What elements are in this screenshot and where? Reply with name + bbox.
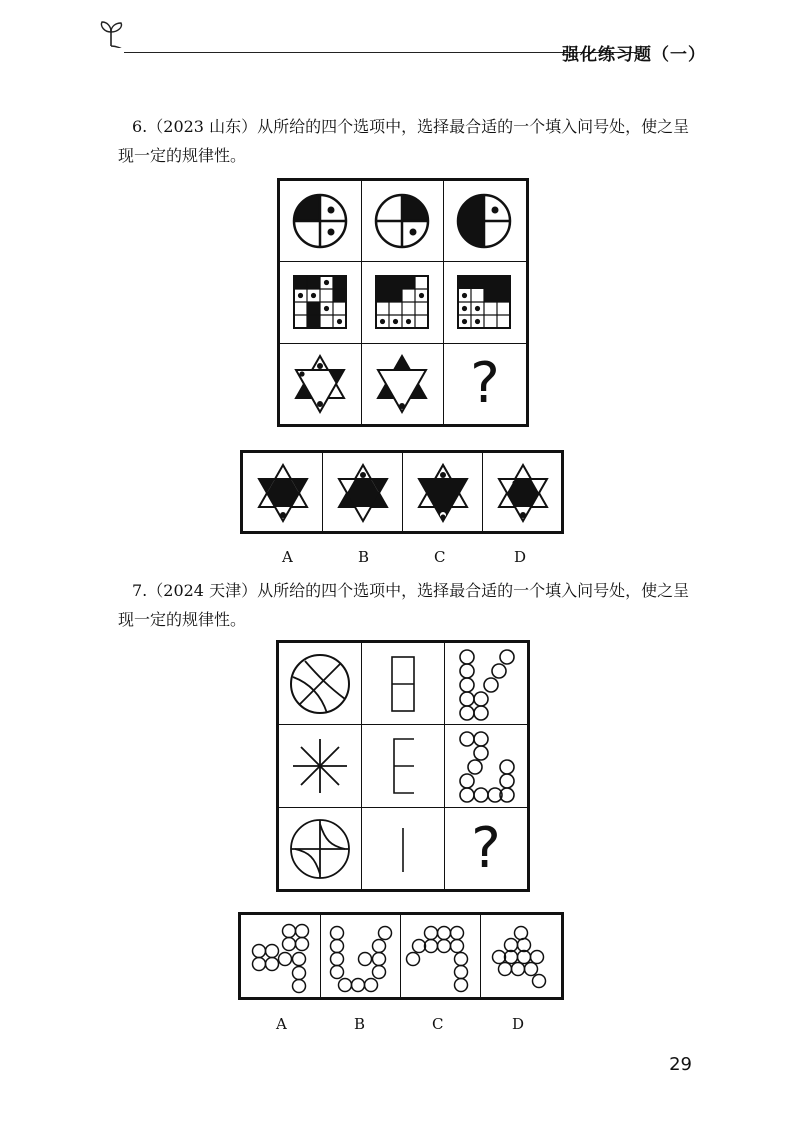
- page-header: [96, 18, 706, 65]
- q7-cell-2-2: [361, 724, 445, 808]
- question-7-matrix: [276, 640, 530, 892]
- question-mark: ?: [470, 351, 500, 416]
- q7-cell-3-2: [361, 807, 445, 890]
- q6-cell-2-1: [279, 261, 362, 344]
- q7-label-c: C: [432, 1015, 444, 1033]
- q7-cell-3-3: [444, 807, 528, 890]
- question-6-matrix: [277, 178, 529, 427]
- q6-cell-2-2: [361, 261, 444, 344]
- q6-option-b[interactable]: [322, 452, 403, 532]
- q7-label-a: A: [276, 1015, 287, 1033]
- q7-label-b: B: [354, 1015, 366, 1033]
- q6-label-a: A: [282, 548, 293, 566]
- q6-cell-3-3: [443, 343, 527, 425]
- question-7-options: [238, 912, 564, 1000]
- q7-option-labels: [238, 1015, 560, 1035]
- q7-option-d[interactable]: [480, 914, 562, 998]
- header-rule: [124, 52, 636, 53]
- q6-cell-1-2: [361, 180, 444, 262]
- q7-option-c[interactable]: [400, 914, 481, 998]
- sprout-icon: [96, 18, 126, 48]
- q7-option-a[interactable]: [240, 914, 321, 998]
- q7-cell-3-1: [278, 807, 362, 890]
- question-mark: ?: [471, 816, 501, 881]
- q7-option-b[interactable]: [320, 914, 401, 998]
- question-6-text: 6.（2023 山东）从所给的四个选项中，选择最合适的一个填入问号处，使之呈 现一定的规律性。: [118, 117, 690, 165]
- q7-cell-1-2: [361, 642, 445, 725]
- page-number: 29: [669, 1054, 692, 1075]
- q6-option-d[interactable]: [482, 452, 562, 532]
- q7-cell-1-3: [444, 642, 528, 725]
- q6-option-a[interactable]: [242, 452, 323, 532]
- question-6-options: [240, 450, 564, 534]
- q6-option-c[interactable]: [402, 452, 483, 532]
- q7-cell-1-1: [278, 642, 362, 725]
- q6-label-b: B: [358, 548, 370, 566]
- q7-cell-2-3: [444, 724, 528, 808]
- q7-cell-2-1: [278, 724, 362, 808]
- q6-cell-3-1: [279, 343, 362, 425]
- q6-label-d: D: [514, 548, 527, 566]
- q6-cell-1-3: [443, 180, 527, 262]
- question-7-text: 7.（2024 天津）从所给的四个选项中，选择最合适的一个填入问号处，使之呈 现一定的规律性。: [118, 581, 690, 629]
- q6-option-labels: [240, 548, 560, 568]
- q6-cell-2-3: [443, 261, 527, 344]
- q7-label-d: D: [512, 1015, 525, 1033]
- section-title: 强化练习题（一）: [562, 45, 706, 65]
- q6-label-c: C: [434, 548, 446, 566]
- q6-cell-1-1: [279, 180, 362, 262]
- q6-cell-3-2: [361, 343, 444, 425]
